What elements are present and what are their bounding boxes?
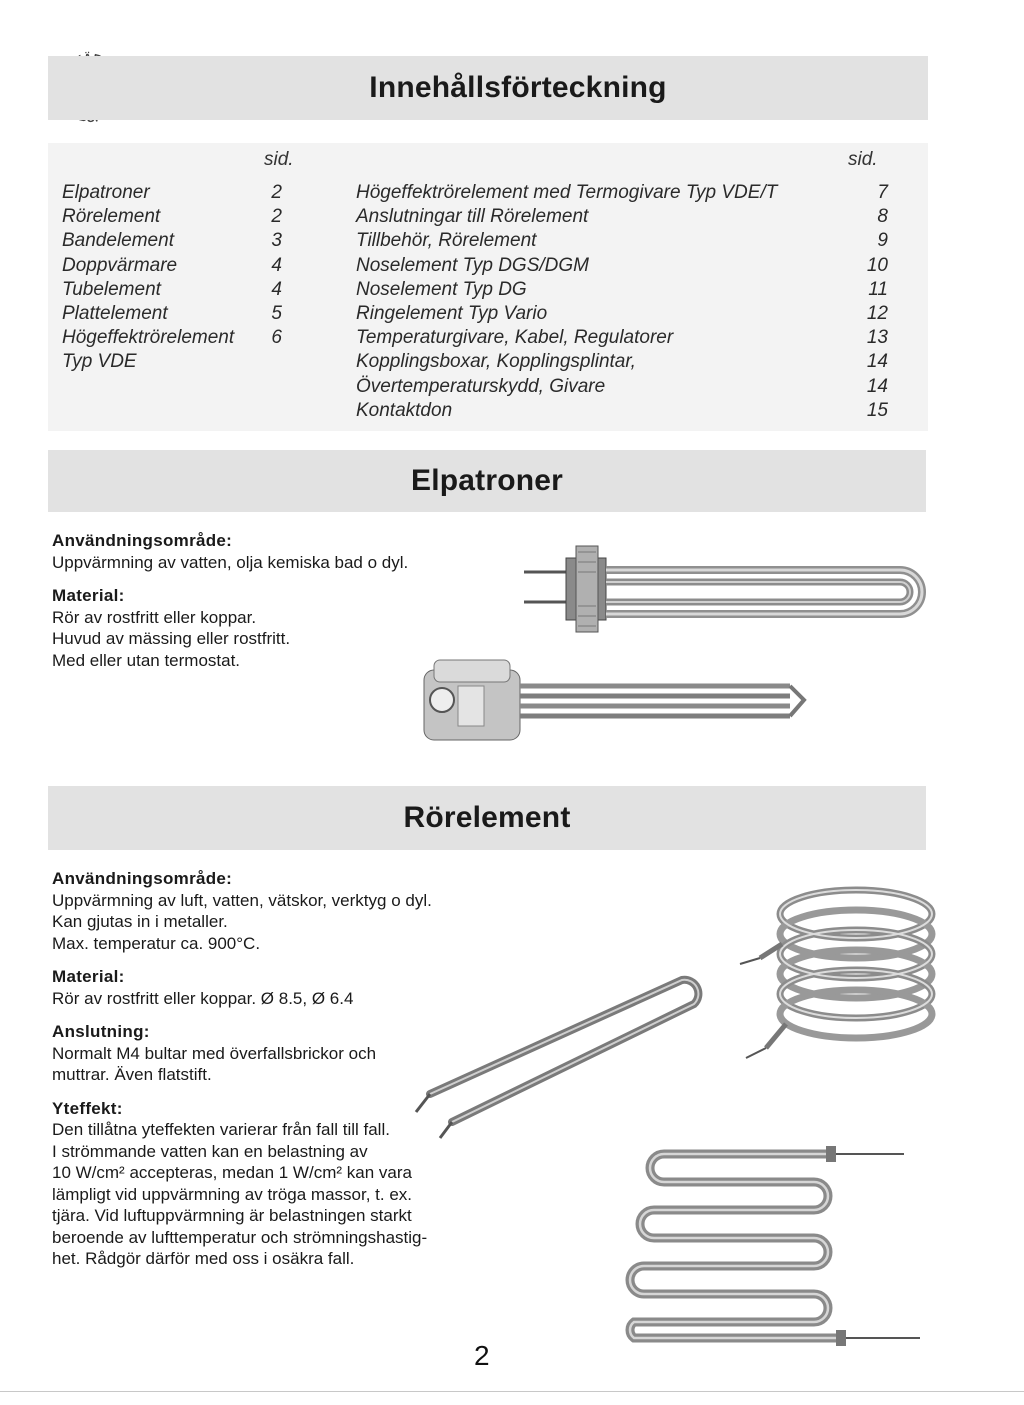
toc-sid-label-right: sid.	[848, 149, 878, 170]
elpatron-image-2	[418, 656, 810, 748]
rorelement-connection-line: muttrar. Även flatstift.	[52, 1065, 212, 1084]
toc-entry[interactable]: Högeffektrörelement med Termogivare Typ VDE/T 7	[356, 182, 888, 203]
toc-entry[interactable]: Kopplingsboxar, Kopplingsplintar, 14	[356, 351, 888, 373]
rorelement-material-line: Rör av rostfritt eller koppar. Ø 8.5, Ø 6.4	[52, 988, 354, 1008]
rorelement-power-line: het. Rådgör därför med oss i osäkra fall.	[52, 1249, 355, 1268]
toc-sid-label-left: sid.	[264, 149, 294, 170]
toc-entry[interactable]: Noselement Typ DG 11	[356, 278, 888, 300]
rorelement-power-line: beroende av lufttemperatur och strömningshastig-	[52, 1227, 428, 1247]
table-of-contents	[48, 143, 928, 431]
elpatroner-use-line: Uppvärmning av vatten, olja kemiska bad o dyl.	[52, 552, 409, 572]
rorelement-use-line: Uppvärmning av luft, vatten, vätskor, verktyg o dyl.	[52, 890, 432, 910]
toc-entry[interactable]: Ringelement Typ Vario 12	[356, 302, 888, 324]
toc-entry[interactable]: Tillbehör, Rörelement 9	[356, 230, 888, 252]
u-tube-element-image	[412, 962, 712, 1140]
bottom-rule	[0, 1391, 1024, 1392]
coil-element-image	[736, 884, 936, 1074]
rorelement-power-line: Den tillåtna yteffekten varierar från fall till fall.	[52, 1120, 390, 1139]
elpatroner-material-line: Rör av rostfritt eller koppar.	[52, 607, 257, 627]
rorelement-power-heading: Yteffekt:	[52, 1098, 123, 1118]
toc-entry[interactable]: Elpatroner 2	[62, 182, 282, 203]
toc-entry[interactable]: Typ VDE	[62, 351, 137, 373]
toc-entry[interactable]: Temperaturgivare, Kabel, Regulatorer 13	[356, 327, 888, 349]
toc-entry[interactable]: Bandelement 3	[62, 230, 282, 252]
toc-title: Innehållsförteckning	[369, 71, 667, 104]
rorelement-connection-line: Normalt M4 bultar med överfallsbrickor och	[52, 1043, 377, 1063]
elpatroner-material-heading: Material:	[52, 586, 125, 605]
toc-entry[interactable]: Tubelement 4	[62, 278, 282, 300]
elpatroner-text	[52, 530, 492, 671]
serpentine-element-image	[604, 1138, 924, 1350]
toc-entry[interactable]: Högeffektrörelement 6	[62, 327, 282, 349]
page-number: 2	[474, 1340, 490, 1371]
toc-entry[interactable]: Doppvärmare 4	[62, 254, 282, 276]
toc-entry[interactable]: Plattelement 5	[62, 302, 282, 324]
toc-left-column	[62, 181, 282, 375]
rorelement-power-line: tjära. Vid luftuppvärmning är belastningen starkt	[52, 1206, 412, 1225]
elpatroner-title: Elpatroner	[410, 464, 564, 497]
elpatroner-material-line: Med eller utan termostat.	[52, 650, 241, 670]
rorelement-power-line: 10 W/cm² accepteras, medan 1 W/cm² kan vara	[52, 1163, 412, 1182]
elpatroner-use-heading: Användningsområde:	[52, 531, 233, 550]
toc-entry[interactable]: Rörelement 2	[62, 206, 282, 228]
toc-header-band	[48, 56, 928, 120]
elpatroner-header-band	[48, 450, 926, 512]
rorelement-power-line: I strömmande vatten kan en belastning av	[52, 1141, 368, 1161]
toc-entry[interactable]: Kontaktdon 15	[356, 399, 888, 421]
rorelement-use-line: Max. temperatur ca. 900°C.	[52, 933, 261, 953]
toc-right-column	[356, 181, 888, 423]
elpatroner-material-line: Huvud av mässing eller rostfritt.	[52, 629, 291, 648]
rorelement-power-line: lämpligt vid uppvärmning av tröga massor, t. ex.	[52, 1184, 412, 1204]
toc-entry[interactable]: Anslutningar till Rörelement 8	[356, 206, 888, 228]
rorelement-use-line: Kan gjutas in i metaller.	[52, 912, 228, 931]
rorelement-material-heading: Material:	[52, 967, 125, 986]
rorelement-connection-heading: Anslutning:	[52, 1022, 150, 1041]
elpatron-image-1	[520, 540, 930, 640]
toc-entry[interactable]: Noselement Typ DGS/DGM 10	[356, 254, 888, 276]
rorelement-title: Rörelement	[403, 801, 571, 834]
toc-entry[interactable]: Övertemperaturskydd, Givare 14	[356, 375, 888, 397]
rorelement-header-band	[48, 786, 926, 850]
rorelement-use-heading: Användningsområde:	[52, 869, 233, 888]
